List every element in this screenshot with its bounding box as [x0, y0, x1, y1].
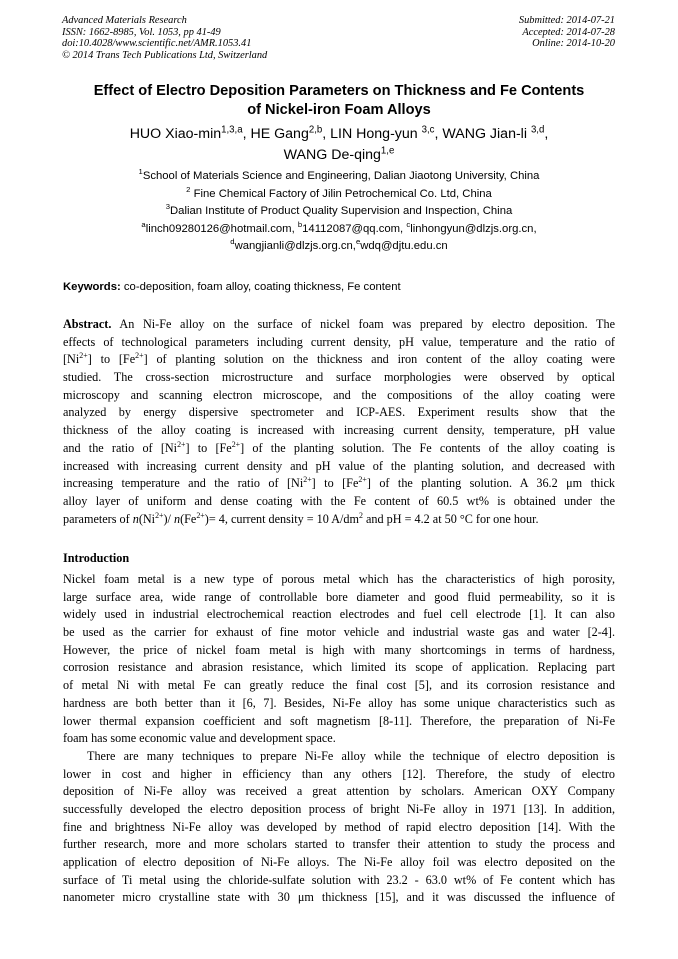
- abstract-line: increased with increasing current density and pH value of the planting solution, and decreased with: [63, 458, 615, 473]
- body-line: large surface area, wide range of controllable bore diameter and good fluid permeability, so it is: [63, 589, 615, 604]
- affil-text: Fine Chemical Factory of Jilin Petrochemical Co. Ltd, China: [190, 187, 492, 200]
- abstract-text: ] of the planting solution. A 36.2 μm thick: [366, 476, 615, 491]
- author-affil: 2,b: [308, 124, 323, 136]
- abstract-line: [63, 351, 615, 369]
- abstract-text: (Ni: [138, 511, 156, 526]
- superscript: 2+: [196, 510, 205, 520]
- email-mark: c: [406, 220, 411, 230]
- journal-name: Advanced Materials Research: [62, 15, 187, 26]
- abstract-text: ] to [Fe: [87, 352, 136, 367]
- abstract: [63, 316, 615, 528]
- journal-doi: doi:10.4028/www.scientific.net/AMR.1053.41: [62, 38, 252, 50]
- abstract-line: effects of technological parameters including current density, pH value, temperature and the ratio of: [63, 334, 615, 349]
- body-line: be used as the carrier for exhaust of fine motor vehicle and industrial waste gas and water [2-4].: [63, 625, 615, 640]
- author-name: WANG De-qing: [283, 147, 381, 163]
- body-line: surface of Ti metal using the chloride-sulfate solution with 23.2 - 63.0 wt% of Fe content which has: [63, 872, 615, 887]
- author-line-2: [50, 145, 628, 166]
- email-mark: e: [355, 237, 361, 247]
- email-link[interactable]: wdq@djtu.edu.cn: [360, 240, 448, 253]
- date-submitted: Submitted: 2014-07-21: [518, 15, 615, 26]
- affiliation-2: [50, 186, 628, 204]
- title-line-2: of Nickel-iron Foam Alloys: [247, 102, 431, 118]
- email-mark: a: [141, 220, 146, 230]
- journal-issn: ISSN: 1662-8985, Vol. 1053, pp 41-49: [62, 26, 221, 38]
- author-name: , LIN Hong-yun: [322, 126, 422, 142]
- dates-header: [519, 15, 615, 50]
- abstract-line: analyzed by energy dispersive spectrometer and ICP-AES. Experiment results show that the: [63, 405, 615, 420]
- superscript: 2+: [231, 439, 241, 449]
- body-line: However, the price of nickel foam metal is high with many shortcomings in terms of hardness,: [63, 642, 615, 657]
- abstract-line: [63, 475, 615, 493]
- abstract-text: ] to [Fe: [311, 476, 359, 491]
- author-list: [50, 124, 628, 166]
- affil-text: Dalian Institute of Product Quality Supervision and Inspection, China: [170, 205, 513, 218]
- paper-title: [50, 82, 628, 120]
- email-mark: d: [230, 237, 235, 247]
- affiliation-3: [50, 203, 628, 221]
- abstract-line: microscopy and scanning electron microscope, and the compositions of the alloy coating were: [63, 387, 615, 402]
- author-name: , WANG Jian-li: [434, 126, 531, 142]
- superscript: 2: [359, 510, 363, 520]
- abstract-text: )/: [163, 511, 174, 526]
- abstract-text: An Ni-Fe alloy on the surface of nickel foam was prepared by electro deposition. The: [111, 317, 615, 331]
- journal-copyright: © 2014 Trans Tech Publications Ltd, Switzerland: [62, 49, 268, 61]
- email-mark: b: [297, 220, 303, 230]
- abstract-text: and pH = 4.2 at 50 °C for one hour.: [362, 511, 539, 526]
- superscript: 2+: [135, 351, 144, 361]
- body-line: corrosion resistance and abrasion resistance, which limited its scope of application. Replacing part: [63, 660, 615, 675]
- affiliations: [50, 168, 628, 256]
- author-name: , HE Gang: [242, 126, 309, 142]
- body-line: Nickel foam metal is a new type of porous metal which has the characteristics of high porosity,: [63, 572, 615, 586]
- abstract-text: and the ratio of [Ni: [63, 440, 178, 455]
- email-link[interactable]: linch09280126@hotmail.com,: [145, 222, 298, 235]
- math-var: n: [174, 511, 181, 526]
- affiliation-1: [50, 168, 628, 186]
- abstract-text: [Ni: [63, 352, 80, 367]
- superscript: 2+: [79, 351, 88, 361]
- body-line: successfully developed the electro deposition process of bright Ni-Fe alloy in 1971 [13]. In addition,: [63, 801, 615, 816]
- abstract-label: Abstract.: [63, 317, 112, 331]
- abstract-text: )= 4, current density = 10 A/dm: [204, 511, 359, 526]
- body-line: hardness are both better than it [6, 7]. Besides, Ni-Fe alloy has some unique characteristics such as: [63, 695, 615, 710]
- abstract-text: ] of the planting solution. The Fe contents of the alloy coating is: [240, 440, 615, 455]
- body-line: nanometer micro crystalline state with 30 μm thickness [15], and it was discussed the influence of: [63, 890, 615, 905]
- author-affil: 1,e: [380, 145, 395, 157]
- author-affil: 3,d: [530, 124, 545, 136]
- body-line: fine and brightness Ni-Fe alloy was developed by method of rapid electro deposition [14]. With the: [63, 819, 615, 834]
- keywords-label: Keywords:: [63, 281, 121, 293]
- affil-mark: 3: [165, 202, 171, 212]
- abstract-line: [63, 440, 615, 458]
- author-line-1: [50, 124, 628, 145]
- abstract-line: alloy layer of uniform and dense coating with the Fe content of 60.5 wt% is obtained under the: [63, 493, 615, 508]
- body-line: of metal Ni with metal Fe can greatly reduce the final cost [5], and its corrosion resistance and: [63, 678, 615, 693]
- superscript: 2+: [358, 475, 367, 485]
- abstract-text: (Fe: [180, 511, 197, 526]
- superscript: 2+: [177, 439, 186, 449]
- abstract-text: parameters of: [63, 511, 133, 526]
- journal-header: [62, 15, 267, 61]
- abstract-text: ] to [Fe: [185, 440, 232, 455]
- introduction-body: [63, 571, 615, 907]
- email-link[interactable]: 14112087@qq.com,: [302, 222, 407, 235]
- abstract-line: thickness of the alloy coating is increased with increasing current density, temperature, pH value: [63, 423, 615, 438]
- body-line: deposition of Ni-Fe alloy was received a great attention by scholars. American OXY Company: [63, 784, 615, 799]
- body-line: lower in cost and higher in efficiency than any others [12]. Therefore, the study of electro: [63, 766, 615, 781]
- abstract-text: increasing temperature and the ratio of [Ni: [63, 476, 304, 491]
- emails-line-2: [50, 238, 628, 256]
- body-line: widely used in industrial electrochemical reaction electrodes and fuel cell electrode [1]. It can also: [63, 607, 615, 622]
- body-line: foam has some economic value and development space.: [63, 731, 336, 746]
- math-var: n: [132, 511, 139, 526]
- body-line: There are many techniques to prepare Ni-Fe alloy while the technique of electro deposition is: [87, 748, 615, 763]
- superscript: 2+: [155, 510, 164, 520]
- superscript: 2+: [303, 475, 312, 485]
- author-affil: 1,3,a: [221, 124, 243, 136]
- keywords: [63, 280, 615, 294]
- keywords-text: co-deposition, foam alloy, coating thickness, Fe content: [120, 281, 401, 293]
- email-link[interactable]: linhongyun@dlzjs.org.cn,: [410, 222, 537, 235]
- title-line-1: Effect of Electro Deposition Parameters on Thickness and Fe Contents: [93, 83, 585, 99]
- body-line: application of electro deposition of Ni-Fe alloys. The Ni-Fe alloy foil was electro deposited on the: [63, 855, 615, 869]
- emails-line-1: [50, 221, 628, 239]
- author-name: HUO Xiao-min: [129, 126, 222, 142]
- abstract-line: studied. The cross-section microstructure and surface morphologies were observed by optical: [63, 370, 615, 385]
- author-separator: ,: [544, 126, 549, 142]
- body-line: further research, more and more scholars started to transfer their attention to study the process and: [63, 837, 615, 852]
- abstract-text: ] of planting solution on the thickness and iron content of the alloy coating were: [143, 352, 615, 367]
- affil-text: School of Materials Science and Engineering, Dalian Jiaotong University, China: [142, 170, 540, 182]
- affil-mark: 2: [186, 184, 191, 194]
- section-heading: Introduction: [63, 551, 130, 565]
- author-affil: 3,c: [421, 124, 435, 136]
- abstract-line: [63, 511, 615, 529]
- date-accepted: Accepted: 2014-07-28: [522, 26, 615, 38]
- body-line: lower thermal expansion coefficient and soft magnetism [8-11]. Therefore, the preparation of Ni-Fe: [63, 713, 615, 728]
- abstract-line: [63, 316, 615, 334]
- date-online: Online: 2014-10-20: [532, 38, 615, 50]
- email-link[interactable]: wangjianli@dlzjs.org.cn,: [234, 240, 356, 253]
- affil-mark: 1: [138, 167, 143, 177]
